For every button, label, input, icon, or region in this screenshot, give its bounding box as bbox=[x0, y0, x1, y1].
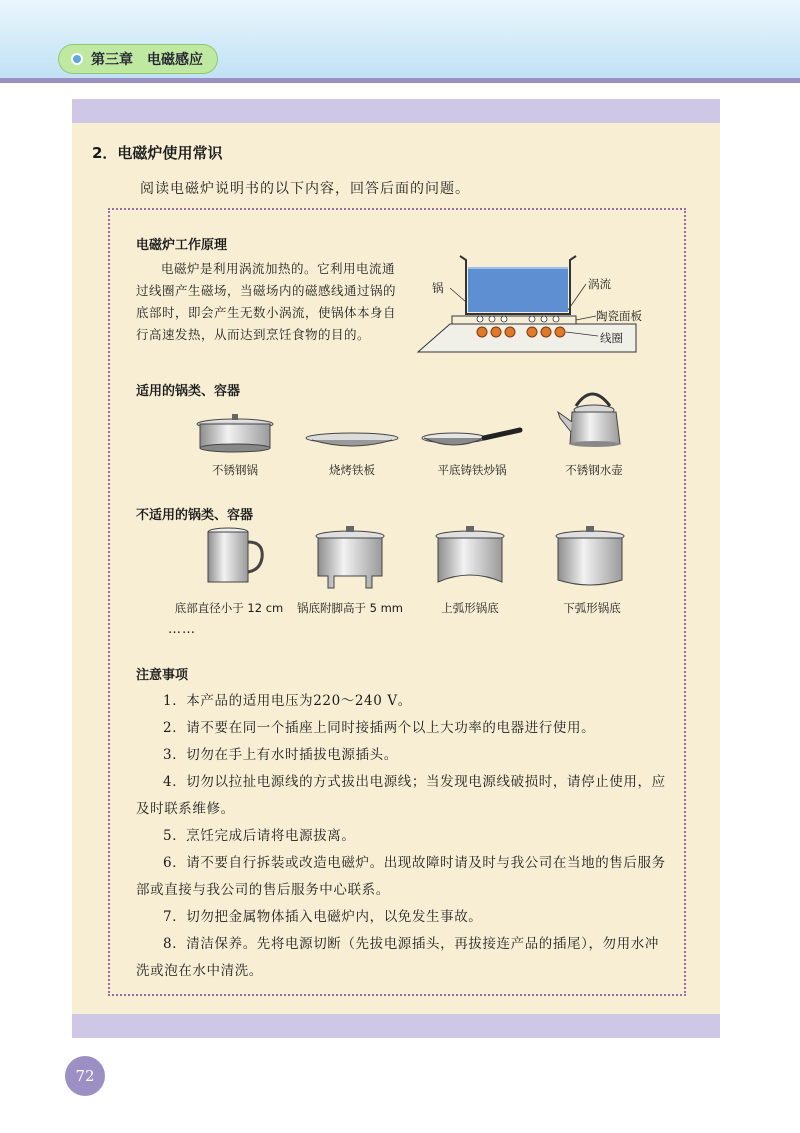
panel-bottom-bar bbox=[72, 1014, 720, 1038]
notes-list bbox=[136, 688, 666, 985]
header-divider bbox=[0, 78, 800, 83]
bullet-icon bbox=[71, 53, 83, 65]
notes-heading: 注意事项 bbox=[136, 668, 189, 683]
suitable-item-label: 不锈钢水壶 bbox=[565, 463, 623, 477]
unsuitable-item-label: 锅底附脚高于 5 mm bbox=[296, 601, 404, 615]
suitable-item-label: 平底铸铁炒锅 bbox=[437, 463, 507, 477]
note-item: 2．请不要在同一个插座上同时接插两个以上大功率的电器进行使用。 bbox=[163, 720, 596, 736]
note-item: 5．烹饪完成后请将电源拔离。 bbox=[163, 828, 356, 844]
grill-plate-icon bbox=[304, 432, 400, 452]
diagram-label-coil: 线圈 bbox=[600, 331, 623, 345]
panel-top-bar bbox=[72, 99, 720, 123]
section-title: 2．电磁炉使用常识 bbox=[92, 144, 223, 162]
unsuitable-item-label: 上弧形锅底 bbox=[441, 601, 499, 615]
arched-top-bottom-pot-icon bbox=[430, 524, 510, 586]
unsuitable-item-label: 底部直径小于 12 cm bbox=[174, 601, 284, 615]
principle-text: 电磁炉是利用涡流加热的。它利用电流通过线圈产生磁场，当磁场内的磁感线通过锅的底部时，即会产生无数小涡流，使锅体本身自行高速发热，从而达到烹饪食物的目的。 bbox=[136, 261, 397, 342]
footed-pot-icon bbox=[310, 524, 390, 590]
note-item: 3．切勿在手上有水时插拔电源插头。 bbox=[163, 747, 398, 763]
cast-iron-pan-icon bbox=[420, 426, 524, 452]
stainless-pot-icon bbox=[192, 410, 278, 454]
note-item: 6．请不要自行拆装或改造电磁炉。出现故障时请及时与我公司在当地的售后服务部或直接与我公司的售后服务中心联系。 bbox=[136, 855, 666, 898]
note-item: 4．切勿以拉扯电源线的方式拔出电源线；当发现电源线破损时，请停止使用，应及时联系维修。 bbox=[136, 774, 666, 817]
suitable-heading: 适用的锅类、容器 bbox=[136, 384, 241, 399]
diagram-label-pot: 锅 bbox=[432, 281, 444, 295]
suitable-item-label: 不锈钢锅 bbox=[212, 463, 258, 477]
unsuitable-item-label: 下弧形锅底 bbox=[563, 601, 621, 615]
induction-diagram-svg bbox=[408, 244, 658, 364]
principle-heading: 电磁炉工作原理 bbox=[136, 238, 228, 253]
arched-bottom-pot-icon bbox=[550, 524, 630, 590]
chapter-tab bbox=[58, 44, 218, 74]
page-number: 72 bbox=[65, 1056, 105, 1096]
small-mug-icon bbox=[200, 524, 268, 586]
kettle-icon bbox=[554, 382, 632, 452]
diagram-label-plate: 陶瓷面板 bbox=[596, 309, 642, 323]
chapter-title: 第三章 电磁感应 bbox=[91, 52, 203, 68]
induction-cooker-diagram bbox=[408, 244, 658, 364]
note-item: 8．清洁保养。先将电源切断（先拔电源插头，再拔接连产品的插尾），勿用水冲洗或泡在水中清洗。 bbox=[136, 936, 659, 979]
suitable-item-label: 烧烤铁板 bbox=[329, 463, 375, 477]
unsuitable-heading: 不适用的锅类、容器 bbox=[136, 508, 254, 523]
more-items-ellipsis: …… bbox=[168, 622, 196, 637]
note-item: 7．切勿把金属物体插入电磁炉内，以免发生事故。 bbox=[163, 909, 483, 925]
note-item: 1．本产品的适用电压为220～240 V。 bbox=[163, 693, 412, 709]
section-intro: 阅读电磁炉说明书的以下内容，回答后面的问题。 bbox=[140, 181, 470, 197]
diagram-label-eddy: 涡流 bbox=[588, 277, 611, 291]
